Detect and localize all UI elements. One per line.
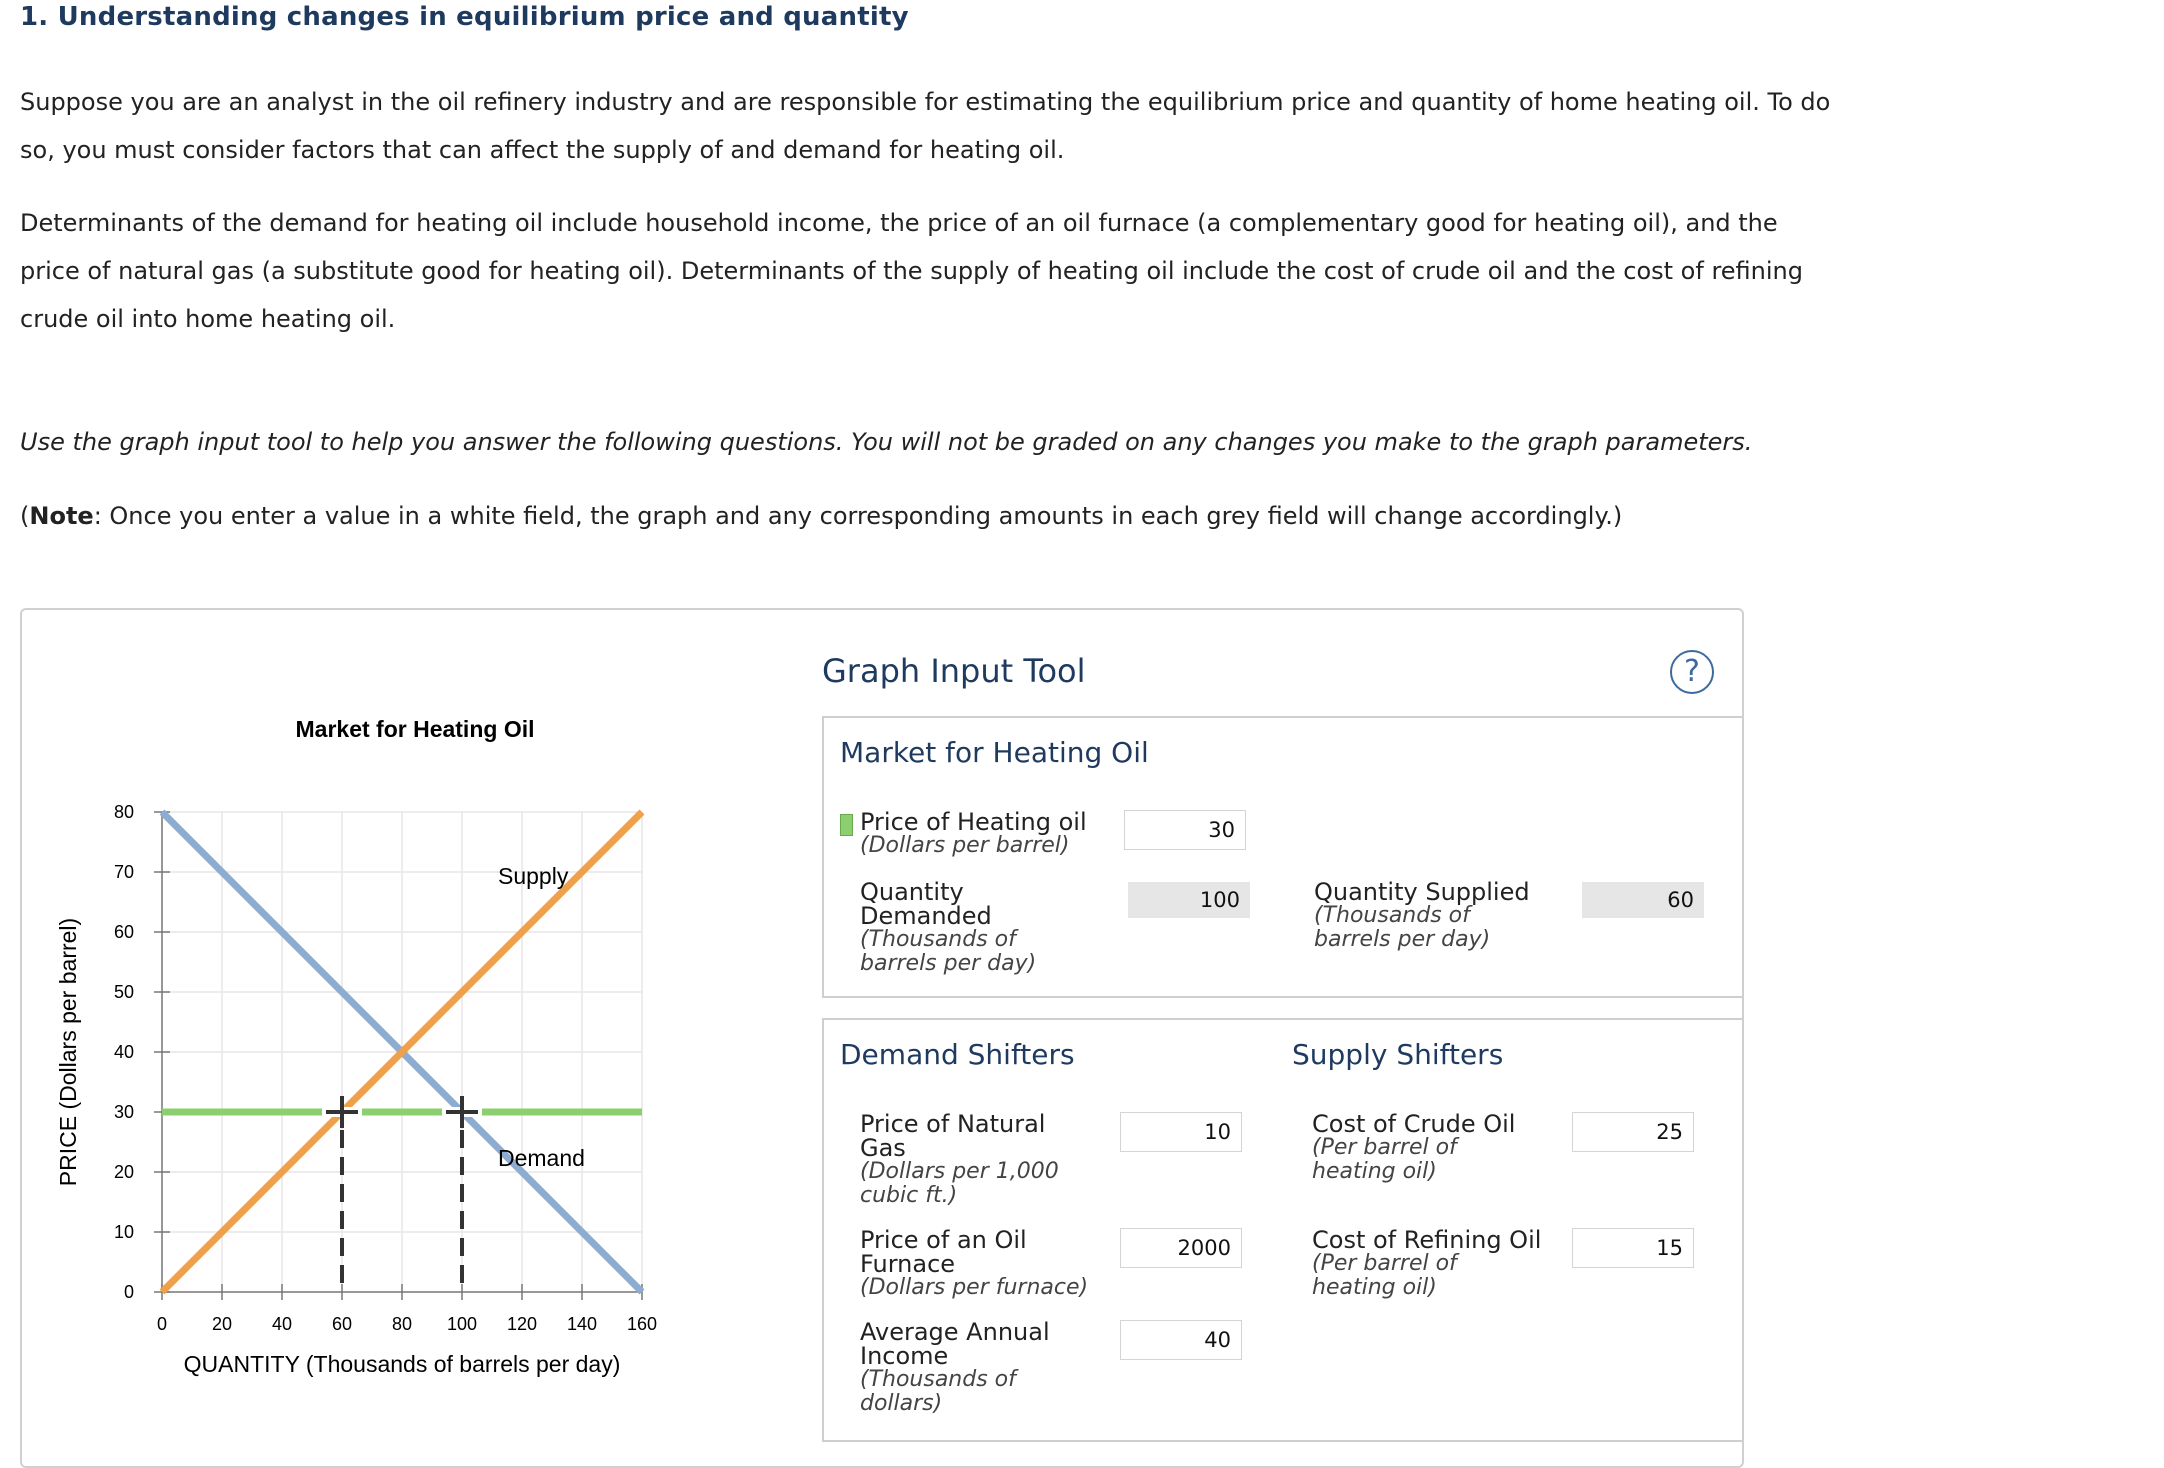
gas-sub-line1: (Dollars per 1,000 (860, 1159, 1059, 1184)
oil-furnace-label (860, 1228, 1027, 1276)
intro-paragraph-2 (20, 199, 1900, 343)
quantity-demanded-value: 100 (1128, 882, 1250, 918)
x-tick-label-80: 80 (391, 1314, 413, 1334)
gas-label-line2: Gas (860, 1134, 906, 1162)
x-tick-label-60: 60 (331, 1314, 353, 1334)
quantity-supplied-sublabel (1314, 904, 1490, 952)
help-icon[interactable]: ? (1670, 650, 1714, 694)
y-tick-label-80: 80 (113, 802, 134, 822)
chart-title: Market for Heating Oil (295, 716, 535, 742)
furnace-label-line1: Price of an Oil (860, 1226, 1027, 1254)
intro-p2-line1: Determinants of the demand for heating oil include household income, the price of an oil furnace (a complementary good for heating oil), and the (20, 209, 1778, 237)
intro-p1-line2: so, you must consider factors that can affect the supply of and demand for heating oil. (20, 136, 1065, 164)
demand-curve-label: Demand (498, 1145, 585, 1171)
income-input[interactable] (1120, 1320, 1242, 1360)
y-tick-label-40: 40 (113, 1042, 134, 1062)
qd-label-line2: Demanded (860, 902, 992, 930)
note-rest: : Once you enter a value in a white field, the graph and any corresponding amounts in each grey field will change accordingly.) (93, 502, 1623, 530)
intro-p2-line3: crude oil into home heating oil. (20, 305, 396, 333)
refining-oil-sublabel (1312, 1252, 1457, 1300)
qd-label-line1: Quantity (860, 878, 964, 906)
y-tick-label-10: 10 (113, 1222, 134, 1242)
crude-sub-line2: heating oil) (1312, 1159, 1437, 1184)
income-label-line1: Average Annual (860, 1318, 1050, 1346)
furnace-label-line2: Furnace (860, 1250, 956, 1278)
crude-oil-sublabel (1312, 1136, 1457, 1184)
y-tick-label-60: 60 (113, 922, 134, 942)
income-sub-line2: dollars) (860, 1391, 943, 1416)
refining-oil-input[interactable] (1572, 1228, 1694, 1268)
x-tick-label-40: 40 (271, 1314, 293, 1334)
gas-label-line1: Price of Natural (860, 1110, 1046, 1138)
note-text (20, 492, 1900, 540)
qd-sub-line1: (Thousands of (860, 927, 1016, 952)
crude-oil-input[interactable] (1572, 1112, 1694, 1152)
y-tick-label-0: 0 (123, 1282, 134, 1302)
supply-shifters-title: Supply Shifters (1292, 1038, 1504, 1071)
price-label: Price of Heating oil (860, 808, 1087, 836)
x-tick-label-100: 100 (446, 1314, 478, 1334)
y-tick-label-70: 70 (113, 862, 134, 882)
income-label (860, 1320, 1050, 1368)
price-sublabel: (Dollars per barrel) (860, 833, 1070, 858)
note-bold: Note (29, 502, 94, 530)
income-sub-line1: (Thousands of (860, 1367, 1016, 1392)
demand-shifters-title: Demand Shifters (840, 1038, 1075, 1071)
y-tick-label-50: 50 (113, 982, 134, 1002)
market-chart[interactable] (40, 790, 680, 1410)
crude-oil-label: Cost of Crude Oil (1312, 1110, 1516, 1138)
crude-sub-line1: (Per barrel of (1312, 1135, 1457, 1160)
quantity-supplied-value: 60 (1582, 882, 1704, 918)
gas-sub-line2: cubic ft.) (860, 1183, 958, 1208)
income-sublabel (860, 1368, 1016, 1416)
y-axis-label: PRICE (Dollars per barrel) (55, 917, 81, 1187)
intro-p1-line1: Suppose you are an analyst in the oil refinery industry and are responsible for estimating the equilibrium price and quantity of home heating oil. To do (20, 88, 1831, 116)
market-box-title: Market for Heating Oil (840, 736, 1149, 769)
oil-furnace-input[interactable] (1120, 1228, 1242, 1268)
intro-paragraph-1 (20, 78, 1900, 174)
price-input[interactable] (1124, 810, 1246, 850)
natural-gas-label (860, 1112, 1045, 1160)
natural-gas-input[interactable] (1120, 1112, 1242, 1152)
question-heading: 1. Understanding changes in equilibrium price and quantity (20, 2, 909, 32)
price-line-swatch-icon (840, 814, 853, 836)
x-tick-label-0: 0 (156, 1314, 168, 1334)
intro-p2-line2: price of natural gas (a substitute good for heating oil). Determinants of the supply of heating oil include the cost of crude oil and the cost of refining (20, 257, 1803, 285)
oil-furnace-sublabel: (Dollars per furnace) (860, 1275, 1089, 1300)
y-tick-label-20: 20 (113, 1162, 134, 1182)
refining-sub-line2: heating oil) (1312, 1275, 1437, 1300)
supply-curve-label: Supply (498, 863, 569, 889)
x-axis-label: QUANTITY (Thousands of barrels per day) (183, 1351, 621, 1377)
refining-sub-line1: (Per barrel of (1312, 1251, 1457, 1276)
qs-sub-line2: barrels per day) (1314, 927, 1491, 952)
qs-sub-line1: (Thousands of (1314, 903, 1470, 928)
refining-oil-label: Cost of Refining Oil (1312, 1226, 1542, 1254)
qd-sub-line2: barrels per day) (860, 951, 1037, 976)
x-tick-label-20: 20 (211, 1314, 233, 1334)
x-tick-label-140: 140 (566, 1314, 598, 1334)
x-tick-label-120: 120 (506, 1314, 538, 1334)
quantity-demanded-sublabel (860, 928, 1036, 976)
quantity-demanded-label (860, 880, 992, 928)
income-label-line2: Income (860, 1342, 949, 1370)
quantity-supplied-label: Quantity Supplied (1314, 878, 1530, 906)
y-tick-label-30: 30 (113, 1102, 134, 1122)
x-tick-label-160: 160 (626, 1314, 658, 1334)
natural-gas-sublabel (860, 1160, 1059, 1208)
graph-input-tool-title: Graph Input Tool (822, 652, 1086, 690)
instruction-text: Use the graph input tool to help you answer the following questions. You will not be graded on any changes you make to the graph parameters. (20, 428, 1753, 456)
note-open: ( (20, 502, 30, 530)
